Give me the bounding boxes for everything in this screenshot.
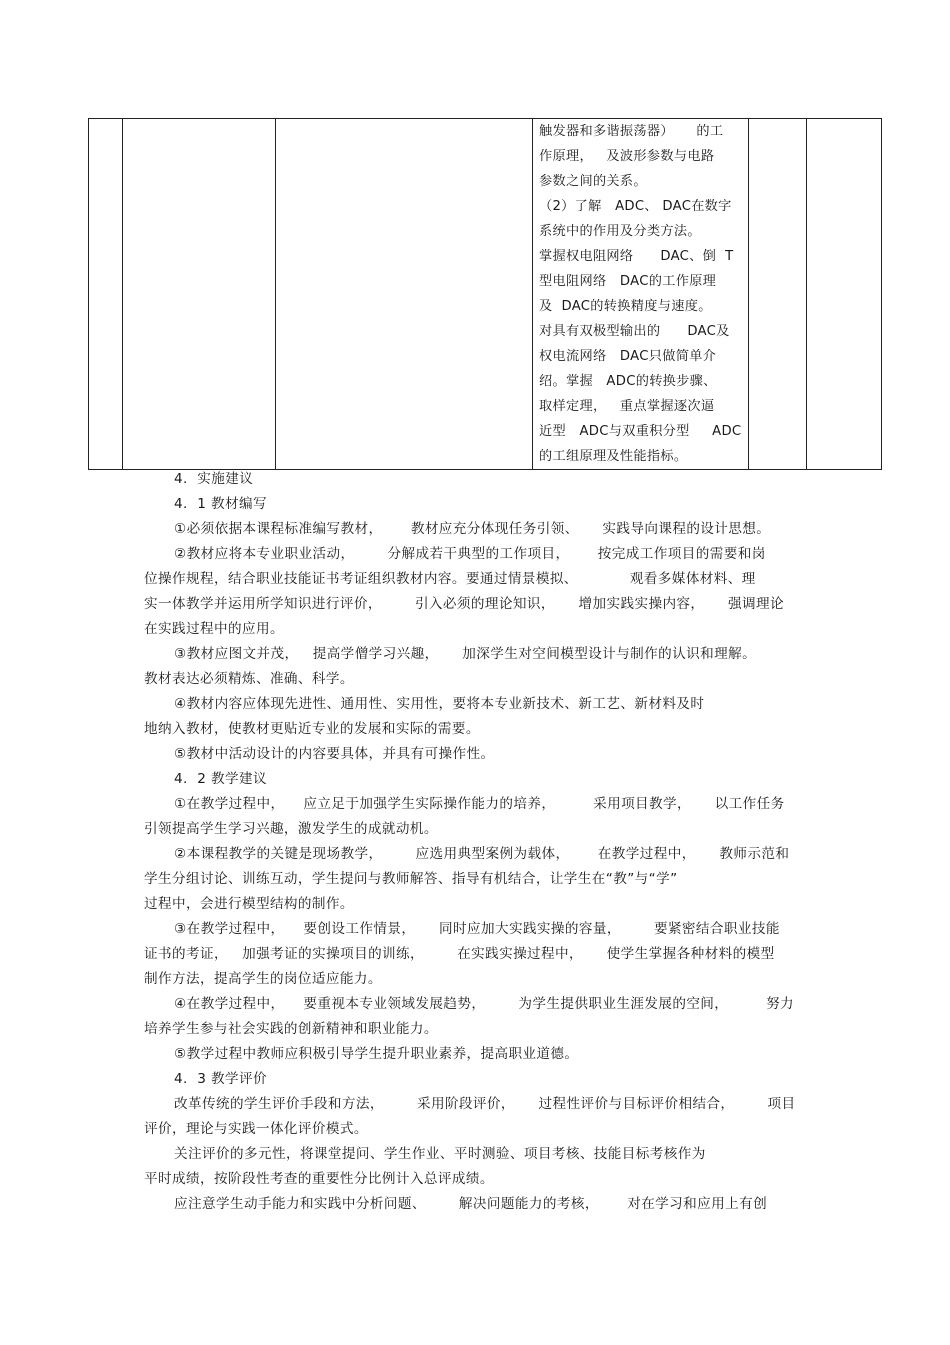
objectives-line: 取样定理， 重点掌握逐次逼 — [539, 399, 715, 414]
table-cell-index — [89, 119, 123, 470]
text-line: ⑤教材中活动设计的内容要具体，并具有可操作性。 — [174, 746, 495, 762]
text-line: 地纳入教材，使教材更贴近专业的发展和实际的需要。 — [144, 721, 480, 737]
text-line: 实一体教学并运用所学知识进行评价， 引入必须的理论知识， 增加实践实操内容， 强调理论 — [144, 596, 785, 612]
text-line: ①在教学过程中， 应立足于加强学生实际操作能力的培养， 采用项目教学， 以工作任务 — [174, 796, 785, 812]
text-line: 教材表达必须精炼、准确、科学。 — [144, 671, 354, 687]
objectives-line: 绍。掌握 ADC的转换步骤、 — [539, 374, 717, 389]
text-line: 改革传统的学生评价手段和方法， 采用阶段评价， 过程性评价与目标评价相结合， 项目 — [174, 1096, 796, 1112]
objectives-line: 及 DAC的转换精度与速度。 — [539, 299, 712, 314]
objectives-line: 掌握权电阻网络 DAC、倒 T — [539, 249, 734, 264]
text-line: 关注评价的多元性，将课堂提问、学生作业、平时测验、项目考核、技能目标考核作为 — [174, 1146, 706, 1162]
text-line: 过程中，会进行模型结构的制作。 — [144, 896, 354, 912]
objectives-line: 触发器和多谐振荡器） 的工 — [539, 124, 724, 139]
text-line: 位操作规程，结合职业技能证书考证组织教材内容。要通过情景模拟、 观看多媒体材料、理 — [144, 571, 756, 587]
implementation-suggestions-section — [144, 467, 810, 1217]
table-cell-hours — [749, 119, 807, 470]
objectives-line: 型电阻网络 DAC的工作原理 — [539, 274, 717, 289]
text-line: ③在教学过程中， 要创设工作情景， 同时应加大实践实操的容量， 要紧密结合职业技能 — [174, 921, 780, 937]
text-line: 培养学生参与社会实践的创新精神和职业能力。 — [144, 1021, 438, 1037]
text-line: ③教材应图文并茂， 提高学僧学习兴趣， 加深学生对空间模型设计与制作的认识和理解。 — [174, 646, 757, 662]
table-cell-notes — [807, 119, 882, 470]
text-line: 评价，理论与实践一体化评价模式。 — [144, 1121, 368, 1137]
objectives-line: 权电流网络 DAC只做简单介 — [539, 349, 717, 364]
objectives-line: （2）了解 ADC、 DAC在数字 — [539, 199, 732, 214]
objectives-text — [533, 119, 748, 469]
table-cell-content — [276, 119, 533, 470]
objectives-line: 的工组原理及性能指标。 — [539, 449, 688, 464]
objectives-line: 对具有双极型输出的 DAC及 — [539, 324, 730, 339]
text-line: ④教材内容应体现先进性、通用性、实用性，要将本专业新技术、新工艺、新材料及时 — [174, 696, 705, 712]
text-line: 4. 3 教学评价 — [174, 1071, 267, 1087]
text-line: 4. 实施建议 — [174, 471, 254, 487]
text-line: ④在教学过程中， 要重视本专业领域发展趋势， 为学生提供职业生涯发展的空间， 努力 — [174, 996, 795, 1012]
text-line: 证书的考证， 加强考证的实操项目的训练， 在实践实操过程中， 使学生掌握各种材料的模型 — [144, 946, 775, 962]
text-line: ⑤教学过程中教师应积极引导学生提升职业素养，提高职业道德。 — [174, 1046, 579, 1062]
text-line: ②本课程教学的关键是现场教学， 应选用典型案例为载体， 在教学过程中， 教师示范和 — [174, 846, 790, 862]
objectives-line: 系统中的作用及分类方法。 — [539, 224, 701, 239]
table-cell-objectives — [533, 119, 749, 470]
text-line: 制作方法，提高学生的岗位适应能力。 — [144, 971, 382, 987]
objectives-line: 近型 ADC与双重积分型 ADC — [539, 424, 742, 439]
text-line: ①必须依据本课程标准编写教材， 教材应充分体现任务引领、 实践导向课程的设计思想。 — [174, 521, 771, 537]
text-line: 4. 2 教学建议 — [174, 771, 267, 787]
text-line: 平时成绩，按阶段性考查的重要性分比例计入总评成绩。 — [144, 1171, 494, 1187]
text-line: ②教材应将本专业职业活动， 分解成若干典型的工作项目， 按完成工作项目的需要和岗 — [174, 546, 766, 562]
course-content-table — [88, 118, 882, 470]
text-line: 4. 1 教材编写 — [174, 496, 267, 512]
text-line: 学生分组讨论、训练互动，学生提问与教师解答、指导有机结合，让学生在“教”与“学” — [144, 871, 678, 887]
text-line: 在实践过程中的应用。 — [144, 621, 284, 637]
text-line: 应注意学生动手能力和实践中分析问题、 解决问题能力的考核， 对在学习和应用上有创 — [174, 1196, 768, 1212]
objectives-line: 作原理， 及波形参数与电路 — [539, 149, 715, 164]
objectives-line: 参数之间的关系。 — [539, 174, 647, 189]
text-line: 引领提高学生学习兴趣，激发学生的成就动机。 — [144, 821, 438, 837]
table-cell-module — [123, 119, 276, 470]
